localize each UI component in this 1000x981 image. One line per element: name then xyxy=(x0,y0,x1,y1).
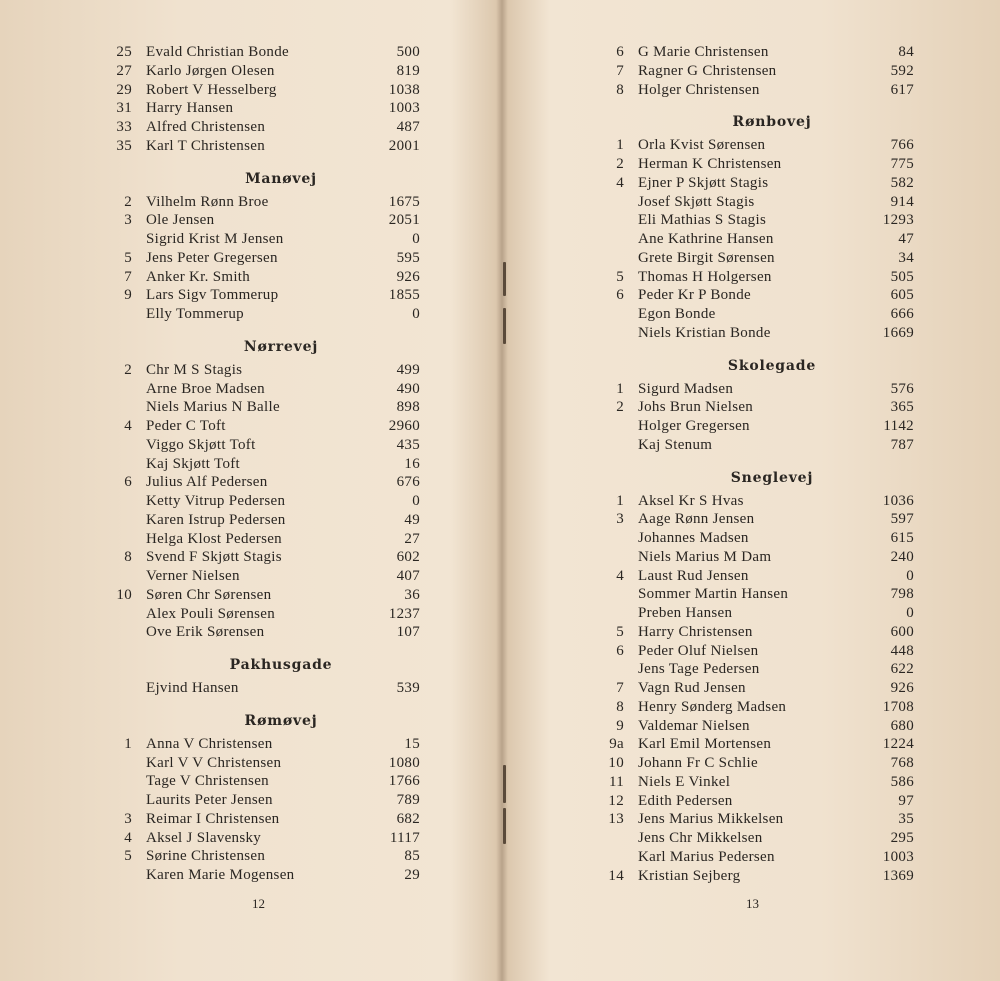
resident-name: Kristian Sejberg xyxy=(638,867,741,884)
resident-value: 1369 xyxy=(882,867,914,884)
resident-value: 602 xyxy=(396,549,420,566)
resident-row xyxy=(600,398,914,417)
house-number: 2 xyxy=(616,156,624,172)
resident-name: Holger Christensen xyxy=(638,81,760,98)
resident-row xyxy=(600,62,914,81)
house-number: 5 xyxy=(124,249,132,266)
resident-value: 499 xyxy=(396,361,420,378)
resident-name: Ole Jensen xyxy=(146,212,215,229)
resident-value: 1855 xyxy=(388,287,420,304)
resident-value: 615 xyxy=(890,530,914,546)
resident-name: Sommer Martin Hansen xyxy=(638,586,789,603)
resident-name: Egon Bonde xyxy=(638,306,716,322)
resident-row xyxy=(600,417,914,436)
house-number: 27 xyxy=(116,62,132,79)
resident-name: Robert V Hesselberg xyxy=(146,81,277,98)
resident-name: Eli Mathias S Stagis xyxy=(638,212,767,229)
resident-name: Laurits Peter Jensen xyxy=(146,792,273,808)
resident-value: 490 xyxy=(396,380,420,397)
resident-name: Peder Kr P Bonde xyxy=(638,287,751,304)
resident-name: Johann Fr C Schlie xyxy=(638,755,758,771)
resident-value: 107 xyxy=(396,624,420,641)
resident-name: Karl V V Christensen xyxy=(146,754,282,771)
resident-value: 819 xyxy=(396,62,420,79)
resident-row xyxy=(600,698,914,717)
house-number: 8 xyxy=(124,549,132,566)
resident-value: 676 xyxy=(396,474,420,491)
resident-name: Jens Marius Mikkelsen xyxy=(638,811,784,828)
left-page-number: 12 xyxy=(252,896,265,911)
resident-row xyxy=(600,268,914,287)
resident-row xyxy=(102,791,420,810)
house-number: 14 xyxy=(608,867,624,884)
resident-name: Julius Alf Pedersen xyxy=(146,474,268,491)
resident-name: Ove Erik Sørensen xyxy=(146,624,265,641)
resident-row xyxy=(600,380,914,399)
resident-row xyxy=(600,43,914,62)
resident-name: Niels Marius N Balle xyxy=(146,399,280,416)
resident-value: 435 xyxy=(396,436,420,453)
resident-name: Svend F Skjøtt Stagis xyxy=(146,549,282,566)
resident-row xyxy=(102,866,420,885)
resident-row xyxy=(600,230,914,249)
house-number: 5 xyxy=(616,623,624,640)
resident-row xyxy=(102,586,420,605)
house-number: 11 xyxy=(608,773,624,790)
resident-value: 2960 xyxy=(388,418,420,434)
house-number: 1 xyxy=(124,735,132,752)
resident-value: 1766 xyxy=(388,773,420,790)
resident-value: 0 xyxy=(412,231,420,247)
resident-value: 487 xyxy=(396,119,420,135)
resident-value: 36 xyxy=(404,586,420,603)
resident-name: Peder C Toft xyxy=(146,418,226,434)
house-number: 4 xyxy=(616,567,624,584)
resident-row xyxy=(102,417,420,436)
resident-name: Chr M S Stagis xyxy=(146,361,243,378)
resident-value: 914 xyxy=(890,193,914,210)
resident-row xyxy=(102,623,420,642)
resident-row xyxy=(600,492,914,511)
resident-row xyxy=(102,455,420,474)
resident-value: 1224 xyxy=(882,736,914,753)
resident-row xyxy=(102,211,420,230)
resident-value: 680 xyxy=(890,717,914,734)
house-number: 31 xyxy=(116,100,132,117)
house-number: 5 xyxy=(616,268,624,285)
street-heading: Skolegade xyxy=(727,357,817,374)
resident-row xyxy=(600,193,914,212)
resident-row xyxy=(600,136,914,155)
resident-value: 1293 xyxy=(882,212,914,229)
resident-name: Johannes Madsen xyxy=(638,530,749,546)
resident-name: Harry Christensen xyxy=(638,623,753,640)
resident-row xyxy=(102,249,420,268)
house-number: 1 xyxy=(616,380,624,397)
binding-stitch xyxy=(503,808,506,844)
house-number: 33 xyxy=(116,119,132,135)
resident-row xyxy=(600,717,914,736)
house-number: 7 xyxy=(616,62,624,79)
resident-row xyxy=(600,211,914,230)
resident-name: Reimar I Christensen xyxy=(146,810,280,827)
resident-value: 1080 xyxy=(388,754,420,771)
resident-name: Edith Pedersen xyxy=(638,792,733,809)
resident-value: 505 xyxy=(890,268,914,285)
resident-value: 617 xyxy=(890,81,914,98)
resident-row xyxy=(102,230,420,249)
resident-value: 15 xyxy=(404,735,420,752)
resident-row xyxy=(102,829,420,848)
resident-value: 1003 xyxy=(388,100,420,117)
resident-value: 407 xyxy=(396,568,420,584)
resident-row xyxy=(102,286,420,305)
house-number: 25 xyxy=(116,44,132,60)
resident-name: Peder Oluf Nielsen xyxy=(638,642,759,659)
resident-row xyxy=(600,604,914,623)
resident-name: Johs Brun Nielsen xyxy=(638,399,754,416)
house-number: 3 xyxy=(124,810,132,827)
resident-name: Lars Sigv Tommerup xyxy=(146,287,279,304)
resident-name: Anker Kr. Smith xyxy=(146,268,251,285)
resident-name: Aage Rønn Jensen xyxy=(638,511,755,528)
house-number: 3 xyxy=(124,212,132,229)
resident-name: Jens Peter Gregersen xyxy=(146,249,278,266)
resident-value: 766 xyxy=(890,137,914,154)
right-page xyxy=(600,43,914,885)
resident-value: 1675 xyxy=(388,193,420,210)
house-number: 8 xyxy=(616,698,624,715)
resident-name: Evald Christian Bonde xyxy=(146,44,289,60)
resident-name: Karen Istrup Pedersen xyxy=(146,511,286,528)
resident-name: Jens Chr Mikkelsen xyxy=(638,830,763,846)
resident-name: Ragner G Christensen xyxy=(638,62,777,79)
resident-name: Elly Tommerup xyxy=(146,306,244,322)
resident-row xyxy=(600,436,914,455)
resident-row xyxy=(600,305,914,324)
binding-stitch xyxy=(503,262,506,296)
street-heading: Manøvej xyxy=(245,170,317,187)
resident-value: 926 xyxy=(396,268,420,285)
street-heading: Rømøvej xyxy=(244,712,318,729)
resident-value: 1036 xyxy=(882,492,914,509)
resident-name: Holger Gregersen xyxy=(638,418,750,434)
resident-name: Tage V Christensen xyxy=(146,773,269,790)
resident-value: 85 xyxy=(404,848,420,865)
resident-row xyxy=(102,361,420,380)
resident-row xyxy=(102,847,420,866)
house-number: 1 xyxy=(616,137,624,154)
resident-name: Kaj Stenum xyxy=(638,436,713,453)
house-number: 7 xyxy=(616,680,624,696)
resident-name: Vagn Rud Jensen xyxy=(638,680,746,696)
resident-name: Anna V Christensen xyxy=(146,735,273,752)
house-number: 35 xyxy=(116,137,132,154)
street-heading: Nørrevej xyxy=(243,338,319,355)
resident-name: Aksel J Slavensky xyxy=(146,829,262,846)
resident-name: Vilhelm Rønn Broe xyxy=(146,193,269,210)
house-number: 4 xyxy=(616,174,624,191)
resident-value: 898 xyxy=(396,399,420,416)
house-number: 9 xyxy=(124,287,132,304)
house-number: 5 xyxy=(124,848,132,865)
house-number: 7 xyxy=(124,268,132,285)
left-page xyxy=(102,43,420,885)
resident-row xyxy=(102,62,420,81)
resident-name: Ketty Vitrup Pedersen xyxy=(146,493,286,509)
resident-name: Søren Chr Sørensen xyxy=(146,586,272,603)
resident-value: 2001 xyxy=(388,137,420,154)
resident-value: 926 xyxy=(890,680,914,696)
resident-value: 0 xyxy=(412,493,420,509)
resident-row xyxy=(600,773,914,792)
resident-value: 775 xyxy=(890,156,914,172)
resident-name: Ejvind Hansen xyxy=(146,680,239,696)
resident-value: 240 xyxy=(890,548,914,565)
resident-value: 605 xyxy=(890,287,914,304)
resident-row xyxy=(102,530,420,549)
binding-stitch xyxy=(503,308,506,344)
street-heading: Pakhusgade xyxy=(229,657,333,673)
resident-value: 1708 xyxy=(882,698,914,715)
resident-row xyxy=(600,735,914,754)
resident-row xyxy=(600,510,914,529)
resident-row xyxy=(102,137,420,156)
resident-row xyxy=(102,548,420,567)
binding-stitch xyxy=(503,765,506,803)
resident-row xyxy=(600,660,914,679)
resident-row xyxy=(600,548,914,567)
resident-name: Ane Kathrine Hansen xyxy=(638,231,774,247)
resident-row xyxy=(102,735,420,754)
resident-value: 592 xyxy=(890,62,914,79)
resident-value: 27 xyxy=(404,530,420,547)
street-heading: Sneglevej xyxy=(730,469,814,486)
house-number: 4 xyxy=(124,829,132,846)
resident-name: Sørine Christensen xyxy=(146,848,266,865)
resident-value: 49 xyxy=(404,511,420,528)
resident-name: Laust Rud Jensen xyxy=(638,567,749,584)
resident-value: 448 xyxy=(890,642,914,659)
house-number: 12 xyxy=(608,792,624,809)
resident-value: 0 xyxy=(906,605,914,621)
house-number: 2 xyxy=(616,399,624,416)
resident-name: Verner Nielsen xyxy=(146,568,240,584)
resident-row xyxy=(600,867,914,886)
resident-row xyxy=(102,398,420,417)
resident-value: 1117 xyxy=(389,829,420,846)
resident-name: Valdemar Nielsen xyxy=(638,717,750,734)
house-number: 13 xyxy=(608,811,624,828)
resident-value: 500 xyxy=(396,44,420,60)
house-number: 6 xyxy=(616,642,624,659)
resident-row xyxy=(102,473,420,492)
resident-value: 295 xyxy=(890,830,914,846)
resident-name: Viggo Skjøtt Toft xyxy=(146,436,256,453)
resident-row xyxy=(600,848,914,867)
resident-name: Jens Tage Pedersen xyxy=(638,661,760,678)
resident-row xyxy=(102,772,420,791)
house-number: 1 xyxy=(616,492,624,509)
house-number: 4 xyxy=(124,418,132,434)
resident-name: Niels Kristian Bonde xyxy=(638,324,771,341)
resident-value: 1237 xyxy=(388,605,420,622)
resident-row xyxy=(102,810,420,829)
resident-name: Niels Marius M Dam xyxy=(638,548,772,565)
resident-row xyxy=(600,174,914,193)
resident-name: Josef Skjøtt Stagis xyxy=(638,193,755,210)
resident-row xyxy=(102,679,420,698)
resident-value: 2051 xyxy=(388,212,420,229)
resident-name: Karl Emil Mortensen xyxy=(638,736,772,753)
resident-name: Grete Birgit Sørensen xyxy=(638,249,775,266)
resident-row xyxy=(600,567,914,586)
resident-value: 600 xyxy=(890,623,914,640)
house-number: 3 xyxy=(616,511,624,528)
house-number: 10 xyxy=(608,755,624,771)
resident-row xyxy=(600,679,914,698)
resident-row xyxy=(102,380,420,399)
street-heading: Rønbovej xyxy=(732,114,812,131)
resident-value: 597 xyxy=(890,511,914,528)
resident-name: Orla Kvist Sørensen xyxy=(638,137,766,154)
resident-name: Sigrid Krist M Jensen xyxy=(146,231,284,247)
resident-row xyxy=(102,43,420,62)
resident-name: Arne Broe Madsen xyxy=(146,380,265,397)
house-number: 9 xyxy=(616,717,624,734)
resident-name: Herman K Christensen xyxy=(638,156,782,172)
resident-row xyxy=(600,286,914,305)
resident-value: 1669 xyxy=(882,324,914,341)
resident-name: Karlo Jørgen Olesen xyxy=(146,62,275,79)
resident-name: Henry Sønderg Madsen xyxy=(638,698,787,715)
resident-value: 34 xyxy=(898,249,914,266)
resident-value: 595 xyxy=(396,249,420,266)
resident-name: Karl T Christensen xyxy=(146,137,265,154)
resident-row xyxy=(600,529,914,548)
resident-value: 365 xyxy=(890,399,914,416)
resident-name: G Marie Christensen xyxy=(638,44,769,60)
resident-name: Kaj Skjøtt Toft xyxy=(146,455,241,472)
right-page-number: 13 xyxy=(746,896,759,911)
resident-value: 16 xyxy=(404,455,420,472)
resident-row xyxy=(600,155,914,174)
resident-value: 666 xyxy=(890,306,914,322)
resident-value: 35 xyxy=(898,811,914,828)
resident-row xyxy=(102,118,420,137)
resident-value: 576 xyxy=(890,380,914,397)
house-number: 6 xyxy=(616,44,624,60)
resident-row xyxy=(102,305,420,324)
resident-value: 0 xyxy=(906,567,914,584)
resident-value: 682 xyxy=(396,810,420,827)
resident-name: Karl Marius Pedersen xyxy=(638,848,775,865)
house-number: 2 xyxy=(124,193,132,210)
resident-row xyxy=(102,511,420,530)
resident-name: Alfred Christensen xyxy=(146,119,266,135)
resident-row xyxy=(102,81,420,100)
resident-name: Karen Marie Mogensen xyxy=(146,867,295,883)
resident-name: Preben Hansen xyxy=(638,605,733,621)
resident-value: 787 xyxy=(890,436,914,453)
resident-name: Alex Pouli Sørensen xyxy=(146,605,276,622)
house-number: 29 xyxy=(116,81,132,98)
resident-value: 97 xyxy=(898,792,914,809)
house-number: 2 xyxy=(124,361,132,378)
resident-row xyxy=(102,754,420,773)
resident-row xyxy=(600,810,914,829)
resident-row xyxy=(600,585,914,604)
house-number: 8 xyxy=(616,81,624,98)
resident-row xyxy=(102,193,420,212)
house-number: 10 xyxy=(116,586,132,603)
resident-row xyxy=(600,81,914,100)
resident-row xyxy=(102,492,420,511)
resident-name: Sigurd Madsen xyxy=(638,380,734,397)
resident-row xyxy=(102,605,420,624)
resident-row xyxy=(600,249,914,268)
resident-row xyxy=(102,436,420,455)
resident-value: 539 xyxy=(396,680,420,696)
resident-row xyxy=(600,792,914,811)
resident-value: 47 xyxy=(898,231,914,247)
house-number: 6 xyxy=(616,287,624,304)
house-number: 6 xyxy=(124,474,132,491)
resident-value: 0 xyxy=(412,306,420,322)
resident-value: 789 xyxy=(396,792,420,808)
resident-row xyxy=(600,623,914,642)
resident-name: Aksel Kr S Hvas xyxy=(638,492,744,509)
resident-row xyxy=(600,754,914,773)
resident-row xyxy=(600,642,914,661)
resident-value: 29 xyxy=(404,867,420,883)
resident-row xyxy=(600,829,914,848)
resident-row xyxy=(102,567,420,586)
resident-value: 768 xyxy=(890,755,914,771)
resident-value: 582 xyxy=(890,174,914,191)
resident-value: 1003 xyxy=(882,848,914,865)
resident-row xyxy=(102,99,420,118)
resident-value: 1038 xyxy=(388,81,420,98)
resident-name: Niels E Vinkel xyxy=(638,773,731,790)
resident-name: Harry Hansen xyxy=(146,100,234,117)
resident-name: Ejner P Skjøtt Stagis xyxy=(638,174,769,191)
resident-name: Thomas H Holgersen xyxy=(638,268,772,285)
resident-value: 586 xyxy=(890,773,914,790)
resident-name: Helga Klost Pedersen xyxy=(146,530,282,547)
resident-row xyxy=(102,268,420,287)
resident-value: 1142 xyxy=(883,418,914,434)
house-number: 9a xyxy=(609,736,624,753)
resident-value: 798 xyxy=(890,586,914,603)
resident-value: 622 xyxy=(890,661,914,678)
resident-row xyxy=(600,324,914,343)
resident-value: 84 xyxy=(898,44,914,60)
